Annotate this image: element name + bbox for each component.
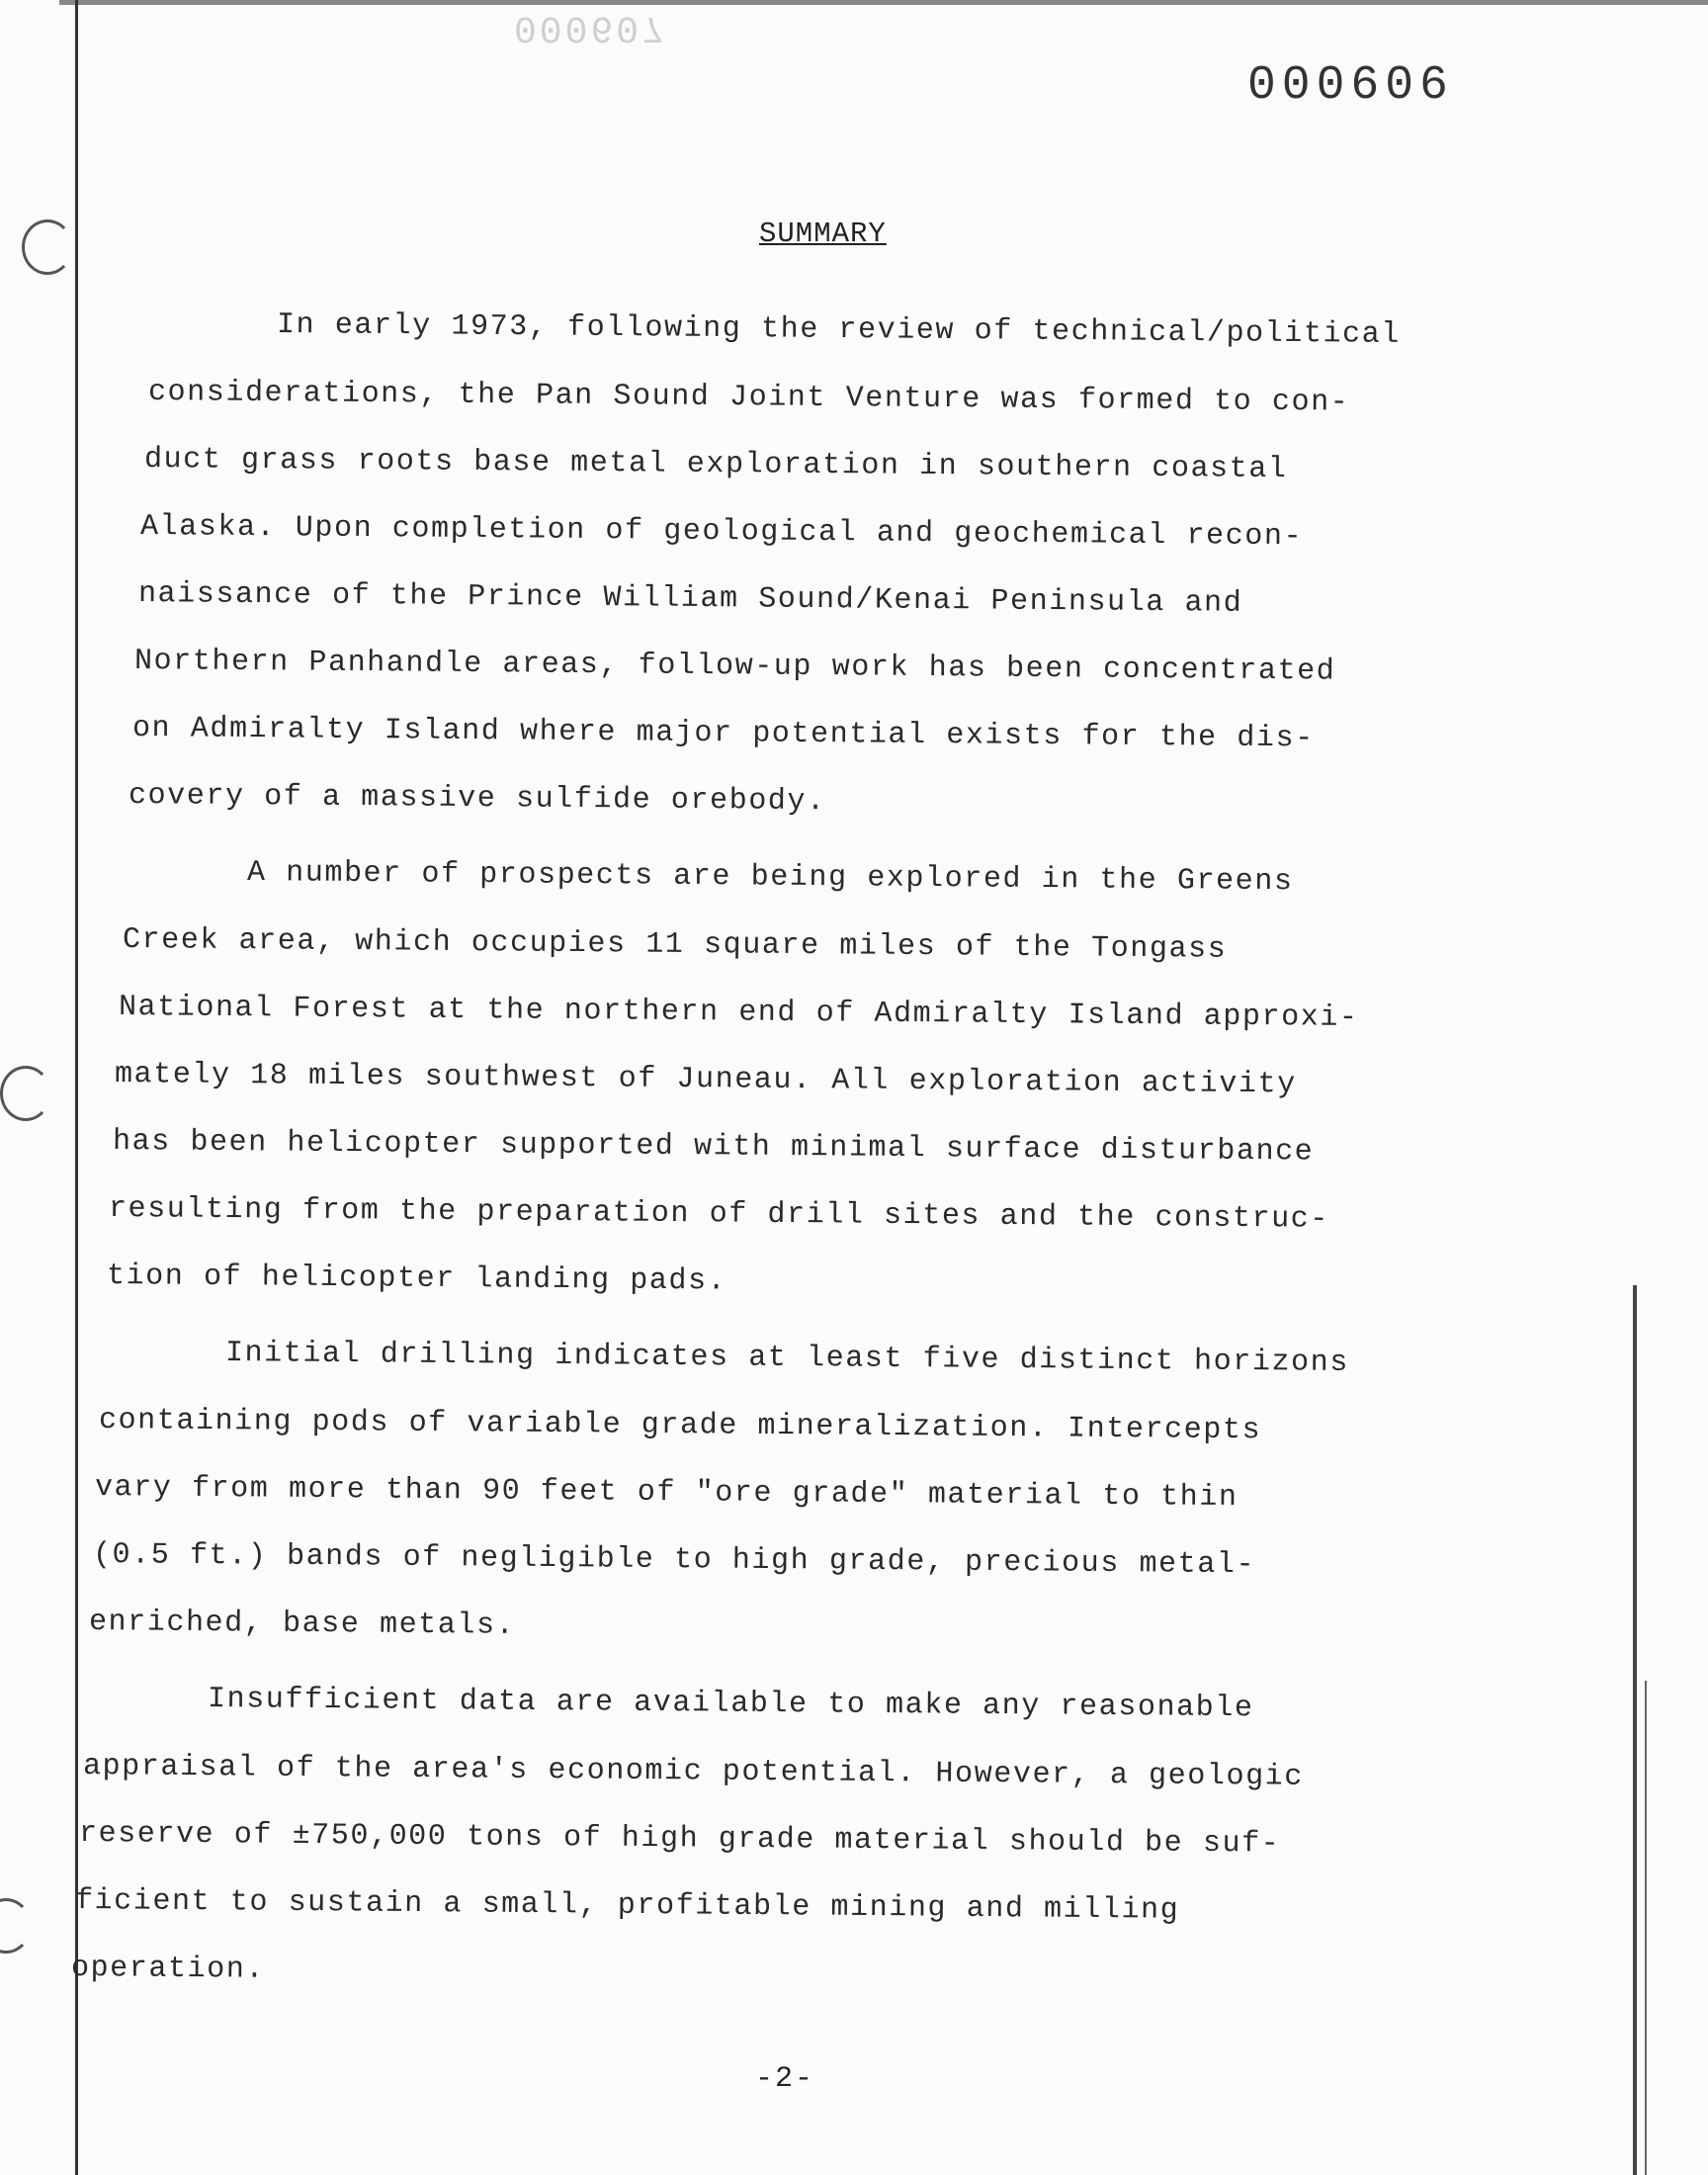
punch-hole-bottom: [0, 1898, 32, 1954]
right-edge-line: [1633, 1285, 1637, 2175]
left-margin-line: [75, 0, 78, 2175]
text-line: operation.: [70, 1952, 266, 1987]
text-line: (0.5 ft.) bands of negligible to high grade, precious metal-: [92, 1538, 1256, 1583]
bleed-through-number: 000607: [514, 6, 667, 48]
text-line: A number of prospects are being explored in the Greens: [246, 856, 1294, 900]
text-line: vary from more than 90 feet of "ore grade" material to thin: [94, 1471, 1238, 1516]
text-line: containing pods of variable grade mineralization. Intercepts: [98, 1404, 1262, 1448]
text-line: National Forest at the northern end of Admiralty Island approxi-: [118, 991, 1359, 1035]
text-line: Northern Panhandle areas, follow-up work has been concentrated: [133, 645, 1336, 689]
text-line: Insufficient data are available to make any reasonable: [207, 1683, 1254, 1726]
text-line: Creek area, which occupies 11 square miles of the Tongass: [122, 923, 1228, 967]
text-line: on Admiralty Island where major potential exists for the dis-: [131, 712, 1315, 756]
document-number: 000606: [1247, 59, 1454, 113]
text-line: enriched, base metals.: [88, 1606, 516, 1643]
text-line: reserve of ±750,000 tons of high grade material should be suf-: [78, 1817, 1281, 1862]
text-line: has been helicopter supported with minimal surface disturbance: [112, 1125, 1315, 1170]
text-line: covery of a massive sulfide orebody.: [128, 779, 826, 820]
right-edge-line-secondary: [1645, 1681, 1647, 2175]
punch-hole-top: [22, 219, 73, 275]
page-title: SUMMARY: [759, 218, 887, 250]
text-line: In early 1973, following the review of technical/political: [276, 308, 1402, 352]
text-line: Initial drilling indicates at least five distinct horizons: [224, 1337, 1350, 1380]
scan-top-edge: [59, 0, 1708, 5]
text-line: appraisal of the area's economic potential. However, a geologic: [82, 1750, 1305, 1794]
text-line: tion of helicopter landing pads.: [106, 1260, 727, 1299]
text-line: ficient to sustain a small, profitable mining and milling: [74, 1884, 1180, 1928]
text-line: resulting from the preparation of drill sites and the construc-: [108, 1192, 1330, 1237]
page-number: -2-: [755, 2062, 815, 2096]
text-line: naissance of the Prince William Sound/Kenai Peninsula and: [137, 577, 1243, 621]
punch-hole-middle: [0, 1066, 51, 1121]
text-line: duct grass roots base metal exploration in southern coastal: [143, 443, 1288, 487]
text-line: considerations, the Pan Sound Joint Venture was formed to con-: [147, 376, 1350, 420]
text-line: Alaska. Upon completion of geological and geochemical recon-: [139, 510, 1304, 555]
text-line: mately 18 miles southwest of Juneau. All exploration activity: [114, 1058, 1297, 1102]
